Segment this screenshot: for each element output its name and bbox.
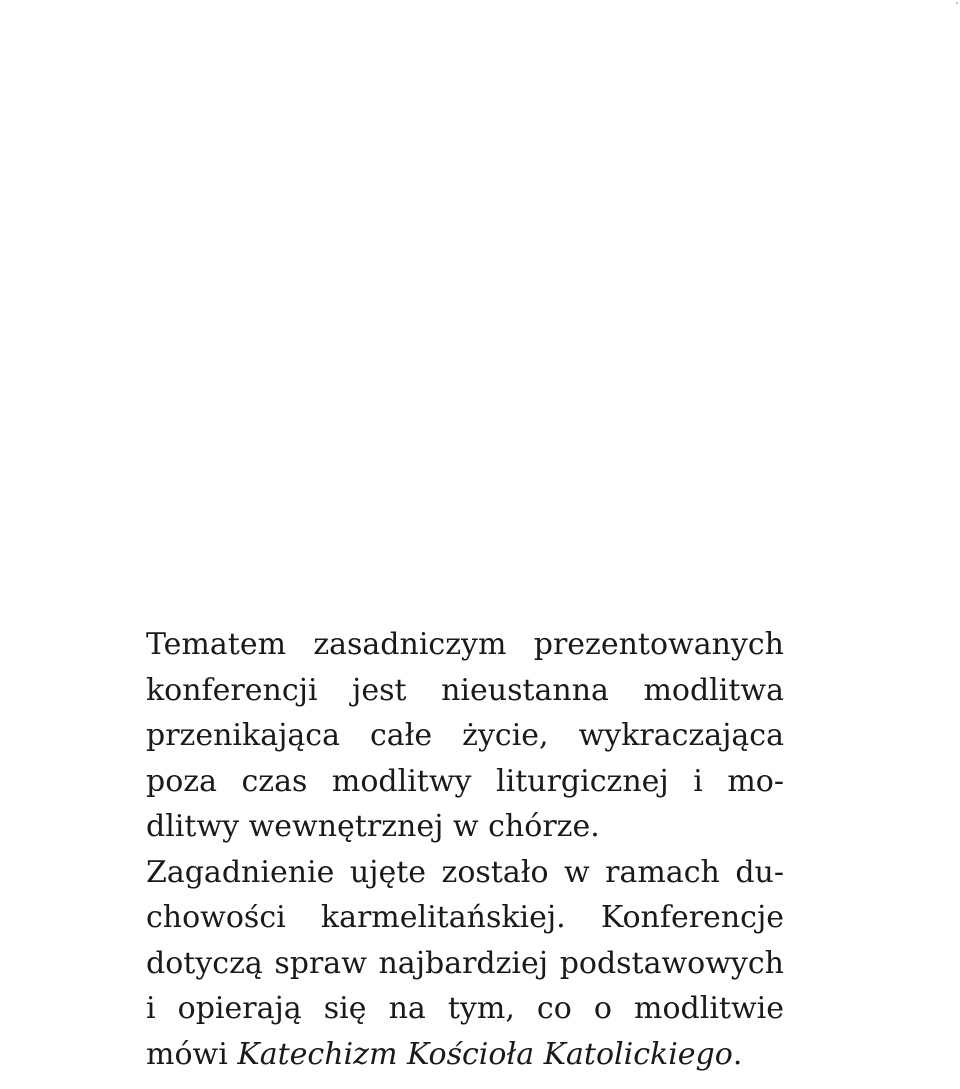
text-suffix: . (732, 1036, 743, 1072)
text-line: poza czas modlitwy liturgicznej i mo- (146, 763, 784, 799)
body-text (146, 622, 784, 1077)
text-line: dotyczą spraw najbardziej podstawowych (146, 945, 784, 981)
paragraph-2 (146, 850, 784, 1078)
corner-mark (956, 2, 958, 4)
paragraph-1 (146, 622, 784, 850)
text-prefix: mówi (146, 1036, 238, 1072)
text-line-final (146, 1032, 784, 1078)
text-line: chowości karmelitańskiej. Konferencje (146, 900, 784, 935)
book-title: Katechizm Kościoła Katolickiego (237, 1036, 733, 1072)
text-line: dlitwy wewnętrznej w chórze. (146, 809, 600, 844)
text-line: konferencji jest nieustanna modlitwa (146, 672, 784, 708)
text-line: i opierają się na tym, co o modlitwie (146, 991, 784, 1026)
text-line: Tematem zasadniczym prezentowanych (146, 627, 784, 662)
text-line: Zagadnienie ujęte zostało w ramach du- (146, 854, 784, 890)
text-line: przenikająca całe życie, wykraczająca (146, 718, 784, 753)
